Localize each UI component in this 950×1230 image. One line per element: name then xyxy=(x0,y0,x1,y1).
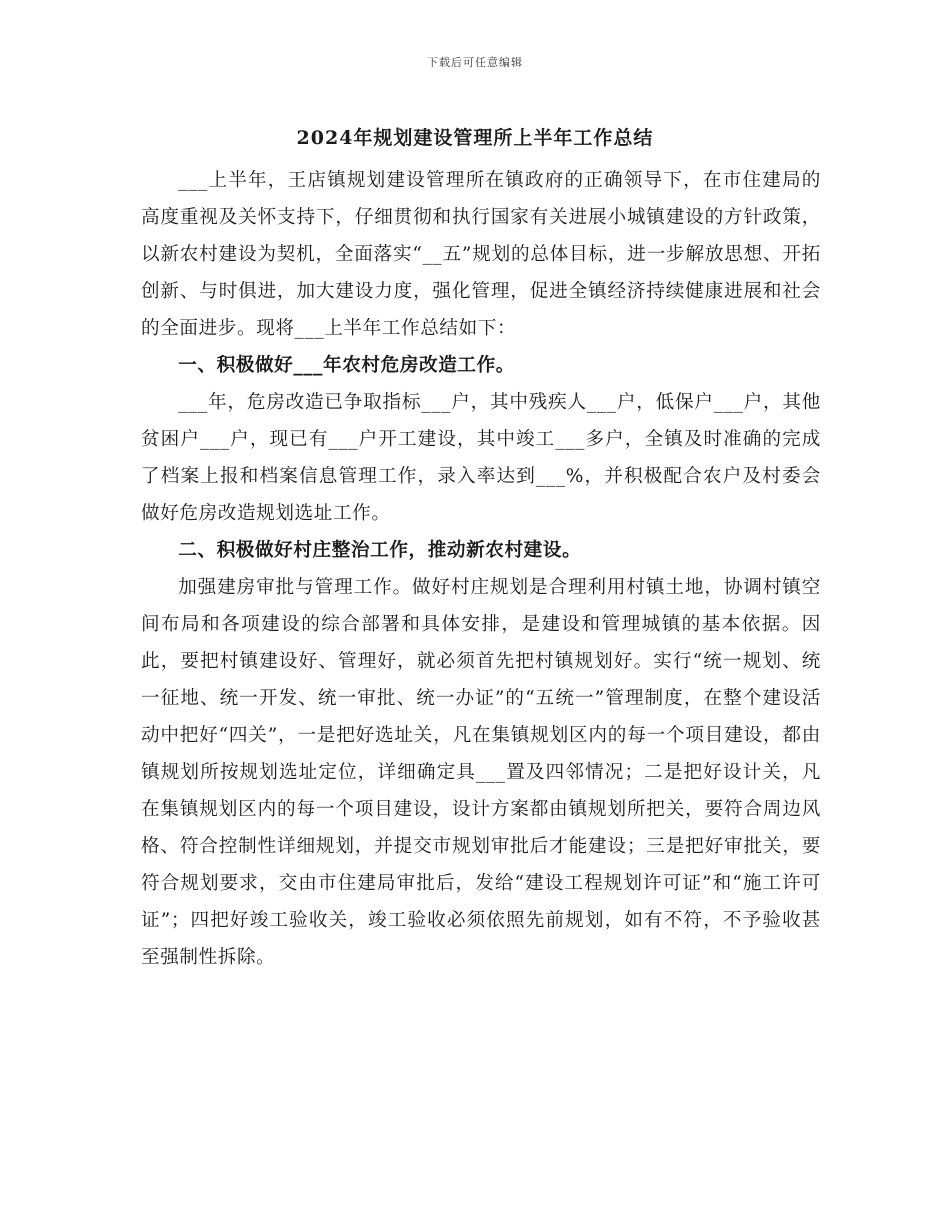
document-body xyxy=(141,162,821,976)
page-header-note: 下载后可任意编辑 xyxy=(427,56,523,69)
document-title: 2024年规划建设管理所上半年工作总结 xyxy=(296,127,654,149)
paragraph-intro: ___上半年，王店镇规划建设管理所在镇政府的正确领导下，在市住建局的高度重视及关怀支持下，仔细贯彻和执行国家有关进展小城镇建设的方针政策，以新农村建设为契机，全面落实“__五”规划的总体目标，进一步解放思想、开拓创新、与时俱进，加大建设力度，强化管理，促进全镇经济持续健康进展和社会的全面进步。现将___上半年工作总结如下： xyxy=(141,170,821,339)
paragraph-section-1: ___年，危房改造已争取指标___户，其中残疾人___户，低保户___户，其他贫困户___户，现已有___户开工建设，其中竣工___多户，全镇及时准确的完成了档案上报和档案信息管理工作，录入率达到___%，并积极配合农户及村委会做好危房改造规划选址工作。 xyxy=(141,392,821,524)
section-heading-2: 二、积极做好村庄整治工作，推动新农村建设。 xyxy=(178,540,582,561)
section-heading-1: 一、积极做好___年农村危房改造工作。 xyxy=(178,355,515,376)
paragraph-section-2: 加强建房审批与管理工作。做好村庄规划是合理利用村镇土地，协调村镇空间布局和各项建设的综合部署和具体安排，是建设和管理城镇的基本依据。因此，要把村镇建设好、管理好，就必须首先把村镇规划好。实行“统一规划、统一征地、统一开发、统一审批、统一办证”的“五统一”管理制度，在整个建设活动中把好“四关”，一是把好选址关，凡在集镇规划区内的每一个项目建设，都由镇规划所按规划选址定位，详细确定具___置及四邻情况；二是把好设计关，凡在集镇规划区内的每一个项目建设，设计方案都由镇规划所把关，要符合周边风格、符合控制性详细规划，并提交市规划审批后才能建设；三是把好审批关，要符合规划要求，交由市住建局审批后，发给“建设工程规划许可证”和“施工许可证”；四把好竣工验收关，竣工验收必须依照先前规划，如有不符，不予验收甚至强制性拆除。 xyxy=(141,577,821,968)
